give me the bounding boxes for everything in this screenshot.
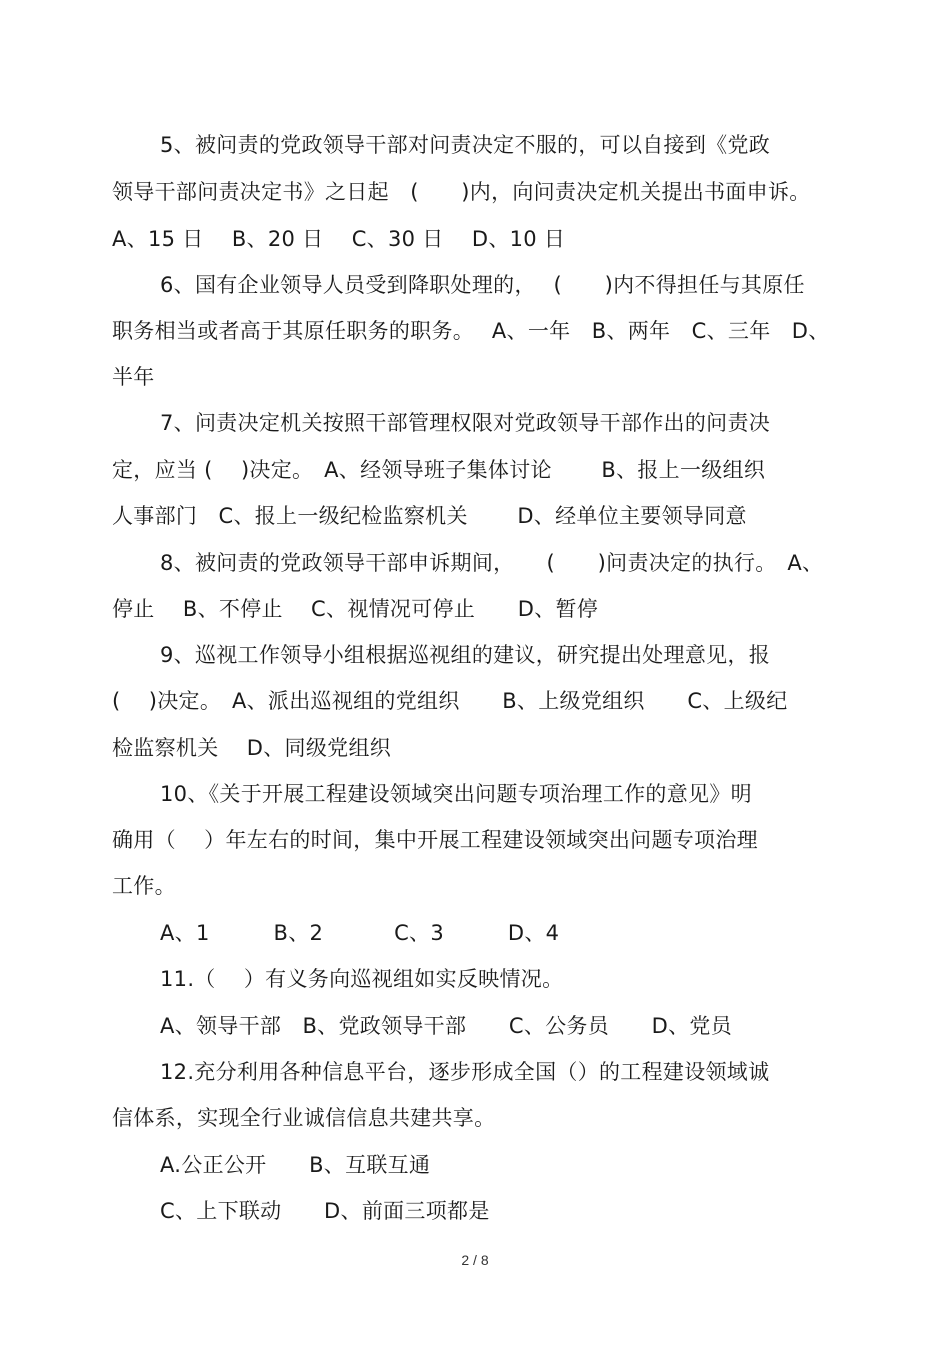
- q12-options-1: A.公正公开 B、互联互通: [160, 1153, 431, 1177]
- q7-line-3: 人事部门 C、报上一级纪检监察机关 D、经单位主要领导同意: [112, 504, 747, 528]
- q10-line-2: 确用（ ）年左右的时间，集中开展工程建设领域突出问题专项治理: [112, 828, 758, 852]
- q11-line-1: 11.（ ）有义务向巡视组如实反映情况。: [160, 967, 564, 991]
- q6-line-2: 职务相当或者高于其原任职务的职务。 A、一年 B、两年 C、三年 D、: [112, 319, 830, 343]
- q6-line-3: 半年: [112, 365, 155, 389]
- q6-line-1: 6、国有企业领导人员受到降职处理的， ( )内不得担任与其原任: [160, 273, 805, 297]
- q12-line-1: 12.充分利用各种信息平台，逐步形成全国（）的工程建设领域诚: [160, 1060, 770, 1084]
- q5-line-1: 5、被问责的党政领导干部对问责决定不服的，可以自接到《党政: [160, 133, 771, 157]
- q8-line-1: 8、被问责的党政领导干部申诉期间， ( )问责决定的执行。 A、: [160, 551, 824, 575]
- q10-line-1: 10、《关于开展工程建设领域突出问题专项治理工作的意见》明: [160, 782, 752, 806]
- q10-options: A、1 B、2 C、3 D、4: [160, 921, 560, 945]
- q12-options-2: C、上下联动 D、前面三项都是: [160, 1199, 490, 1223]
- q12-line-2: 信体系，实现全行业诚信信息共建共享。: [112, 1106, 496, 1130]
- q5-options: A、15 日 B、20 日 C、30 日 D、10 日: [112, 227, 566, 251]
- q5-line-2: 领导干部问责决定书》之日起 ( )内，向问责决定机关提出书面申诉。: [112, 180, 811, 204]
- q11-options: A、领导干部 B、党政领导干部 C、公务员 D、党员: [160, 1014, 733, 1038]
- q8-line-2: 停止 B、不停止 C、视情况可停止 D、暂停: [112, 597, 599, 621]
- q10-line-3: 工作。: [112, 874, 176, 898]
- q7-line-2: 定，应当 ( )决定。 A、经领导班子集体讨论 B、报上一级组织: [112, 458, 766, 482]
- q9-line-1: 9、巡视工作领导小组根据巡视组的建议，研究提出处理意见，报: [160, 643, 771, 667]
- q9-line-2: ( )决定。 A、派出巡视组的党组织 B、上级党组织 C、上级纪: [112, 689, 788, 713]
- q9-line-3: 检监察机关 D、同级党组织: [112, 736, 392, 760]
- q7-line-1: 7、问责决定机关按照干部管理权限对党政领导干部作出的问责决: [160, 411, 771, 435]
- page-number: 2 / 8: [461, 1252, 489, 1268]
